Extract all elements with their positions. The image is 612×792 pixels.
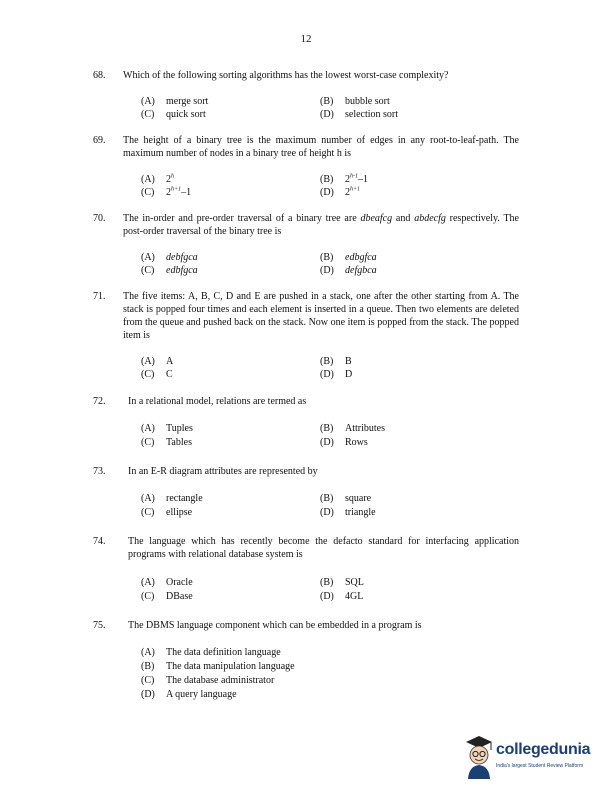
brand-tagline: India's largest Student Review Platform bbox=[496, 763, 584, 769]
question-text: The language which has recently become the defacto standard for interfacing application programs with relational database system is bbox=[128, 536, 519, 560]
question-number: 68. bbox=[93, 70, 106, 81]
question-number: 69. bbox=[93, 135, 106, 146]
question-number: 74. bbox=[93, 536, 106, 547]
option-c: (C) quick sort bbox=[141, 109, 206, 120]
page-number: 12 bbox=[300, 33, 312, 45]
question-text: In an E-R diagram attributes are represented by bbox=[128, 466, 318, 477]
option-c: (C) edbfgca bbox=[141, 265, 198, 276]
question-number: 73. bbox=[93, 466, 106, 477]
option-b: (B) square bbox=[320, 493, 372, 504]
option-d: (D) 4GL bbox=[320, 591, 364, 602]
option-d: (D) A query language bbox=[141, 689, 237, 700]
option-d: (D) Rows bbox=[320, 437, 368, 448]
question-number: 70. bbox=[93, 213, 106, 224]
option-d: (D) defgbca bbox=[320, 265, 377, 276]
option-b: (B) The data manipulation language bbox=[141, 661, 295, 672]
question-text: The height of a binary tree is the maximum number of edges in any root-to-leaf-path. The maximum number of nodes in a binary tree of height h is bbox=[123, 135, 519, 159]
option-b: (B) SQL bbox=[320, 577, 364, 588]
question-text: Which of the following sorting algorithms has the lowest worst-case complexity? bbox=[123, 70, 449, 81]
graduate-mascot-icon bbox=[462, 733, 496, 779]
brand-name: collegedunia bbox=[496, 741, 591, 758]
option-a: (A) merge sort bbox=[141, 96, 209, 107]
question-text: The DBMS language component which can be embedded in a program is bbox=[128, 620, 422, 631]
question-number: 75. bbox=[93, 620, 106, 631]
option-b: (B) B bbox=[320, 356, 352, 367]
option-a: (A) 2$^h$ bbox=[141, 173, 174, 185]
option-d: (D) $2^{h+1}$ bbox=[320, 186, 361, 198]
option-d: (D) selection sort bbox=[320, 109, 399, 120]
option-c: (C) The database administrator bbox=[141, 675, 275, 686]
option-d: (D) D bbox=[320, 369, 353, 380]
option-b: (B) Attributes bbox=[320, 423, 385, 434]
option-a: (A) Oracle bbox=[141, 577, 193, 588]
option-c: (C) C bbox=[141, 369, 173, 380]
option-b: (B) 2$^{h-1}$–1 bbox=[320, 173, 368, 185]
option-c: (C) Tables bbox=[141, 437, 192, 448]
option-b: (B) edbgfca bbox=[320, 252, 377, 263]
option-c: (C) DBase bbox=[141, 591, 193, 602]
option-a: (A) Tuples bbox=[141, 423, 193, 434]
option-c: (C) $2^{h+1}-1$ bbox=[141, 186, 192, 198]
question-text: The five items: A, B, C, D and E are pushed in a stack, one after the other starting from A. The stack is popped four times and each element is inserted in a queue. Then two elements are deleted from the queue and pushed back on the stack. Now one item is popped from the stack. The popped item is bbox=[123, 291, 519, 341]
option-a: (A) debfgca bbox=[141, 252, 198, 263]
question-number: 72. bbox=[93, 396, 106, 407]
option-d: (D) triangle bbox=[320, 507, 376, 518]
option-a: (A) A bbox=[141, 356, 174, 367]
option-a: (A) The data definition language bbox=[141, 647, 281, 658]
option-a: (A) rectangle bbox=[141, 493, 203, 504]
option-c: (C) ellipse bbox=[141, 507, 193, 518]
option-b: (B) bubble sort bbox=[320, 96, 390, 107]
question-text: The in-order and pre-order traversal of a binary tree are dbeafcg and abdecfg respectively. The post-order traversal of the binary tree is bbox=[123, 213, 519, 237]
question-text: In a relational model, relations are termed as bbox=[128, 396, 307, 407]
question-number: 71. bbox=[93, 291, 106, 302]
collegedunia-logo bbox=[462, 733, 602, 781]
